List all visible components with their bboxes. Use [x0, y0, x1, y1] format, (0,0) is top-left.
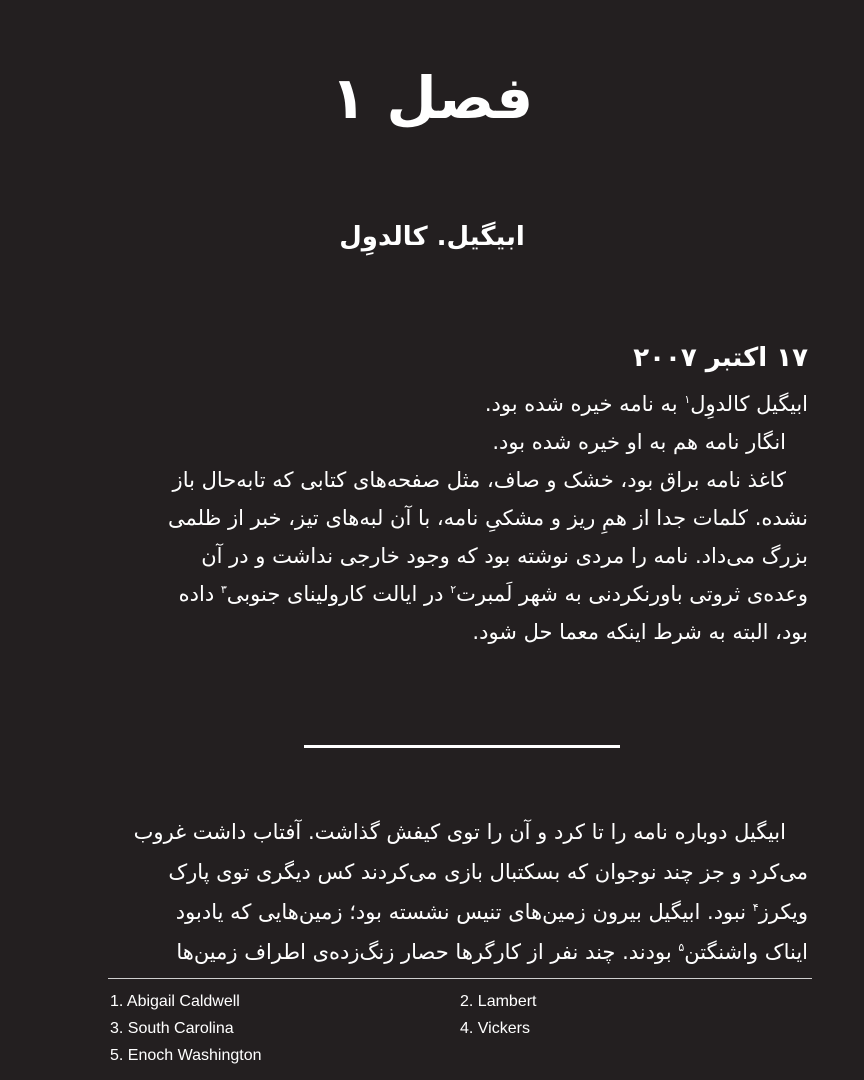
paragraph-2-line-1: ابیگیل دوباره نامه را تا کرد و آن را توی کیفش گذاشت. آفتاب داشت غروب — [133, 820, 786, 844]
footnote-ref: ۱ — [684, 393, 691, 406]
footnote-ref: ۳ — [220, 583, 227, 596]
paragraph-1-line-5: بزرگ می‌داد. نامه را مردی نوشته بود که وجود خارجی نداشت و در آن — [201, 544, 808, 568]
paragraph-2-line-3 — [48, 892, 808, 932]
footnote-5: 5. Enoch Washington — [110, 1047, 262, 1064]
footnotes — [110, 988, 810, 1069]
entry-date-heading: ۱۷ اکتبر ۲۰۰۷ — [633, 343, 808, 373]
footnote-ref: ۲ — [450, 583, 457, 596]
footnote-row — [110, 988, 810, 1015]
paragraph-2-line-2: می‌کرد و جز چند نوجوان که بسکتبال بازی می‌کردند کس دیگری توی پارک — [168, 860, 808, 884]
paragraph-1-line-2: انگار نامه هم به او خیره شده بود. — [492, 430, 786, 454]
footnote-row — [110, 1042, 810, 1069]
paragraph-1-line-3: کاغذ نامه براق بود، خشک و صاف، مثل صفحه‌های کتابی که تابه‌حال باز — [172, 468, 786, 492]
footnote-2: 2. Lambert — [460, 993, 537, 1010]
line-text: ابیگیل کالدوِل — [690, 392, 808, 416]
footnote-row — [110, 1015, 810, 1042]
footnote-ref: ۴ — [752, 901, 759, 914]
paragraph-1-line-4: نشده. کلمات جدا از همِ ریز و مشکیِ نامه، با آن لبه‌های تیز، خبر از ظلمی — [168, 506, 808, 530]
paragraph-1-line-6 — [48, 575, 808, 613]
line-text: داده — [178, 582, 221, 606]
line-text: ایناک واشنگتن — [684, 940, 808, 964]
footnote-ref: ۵ — [678, 941, 685, 954]
paragraph-1 — [48, 385, 808, 651]
footnote-4: 4. Vickers — [460, 1020, 530, 1037]
line-text: ویکرز — [758, 900, 808, 924]
line-text: در ایالت کارولینای جنوبی — [226, 582, 451, 606]
footnote-1: 1. Abigail Caldwell — [110, 993, 240, 1010]
paragraph-2-line-4 — [48, 932, 808, 972]
line-text: نبود. ابیگیل بیرون زمین‌های تنیس نشسته بود؛ زمین‌هایی که یادبود — [175, 900, 753, 924]
section-character-name: ابیگیل. کالدوِل — [339, 222, 525, 252]
chapter-title: فصل ۱ — [330, 64, 534, 132]
line-text: به نامه خیره شده بود. — [484, 392, 685, 416]
paragraph-2 — [48, 812, 808, 972]
scene-break-divider — [304, 745, 620, 748]
footnote-3: 3. South Carolina — [110, 1020, 234, 1037]
line-text: بودند. چند نفر از کارگرها حصار زنگ‌زده‌ی اطراف زمین‌ها — [176, 940, 679, 964]
paragraph-1-line-7: بود، البته به شرط اینکه معما حل شود. — [472, 620, 808, 644]
footnote-separator — [108, 978, 812, 979]
paragraph-1-line-1 — [48, 385, 808, 423]
line-text: وعده‌ی ثروتی باورنکردنی به شهر لَمبرت — [456, 582, 808, 606]
